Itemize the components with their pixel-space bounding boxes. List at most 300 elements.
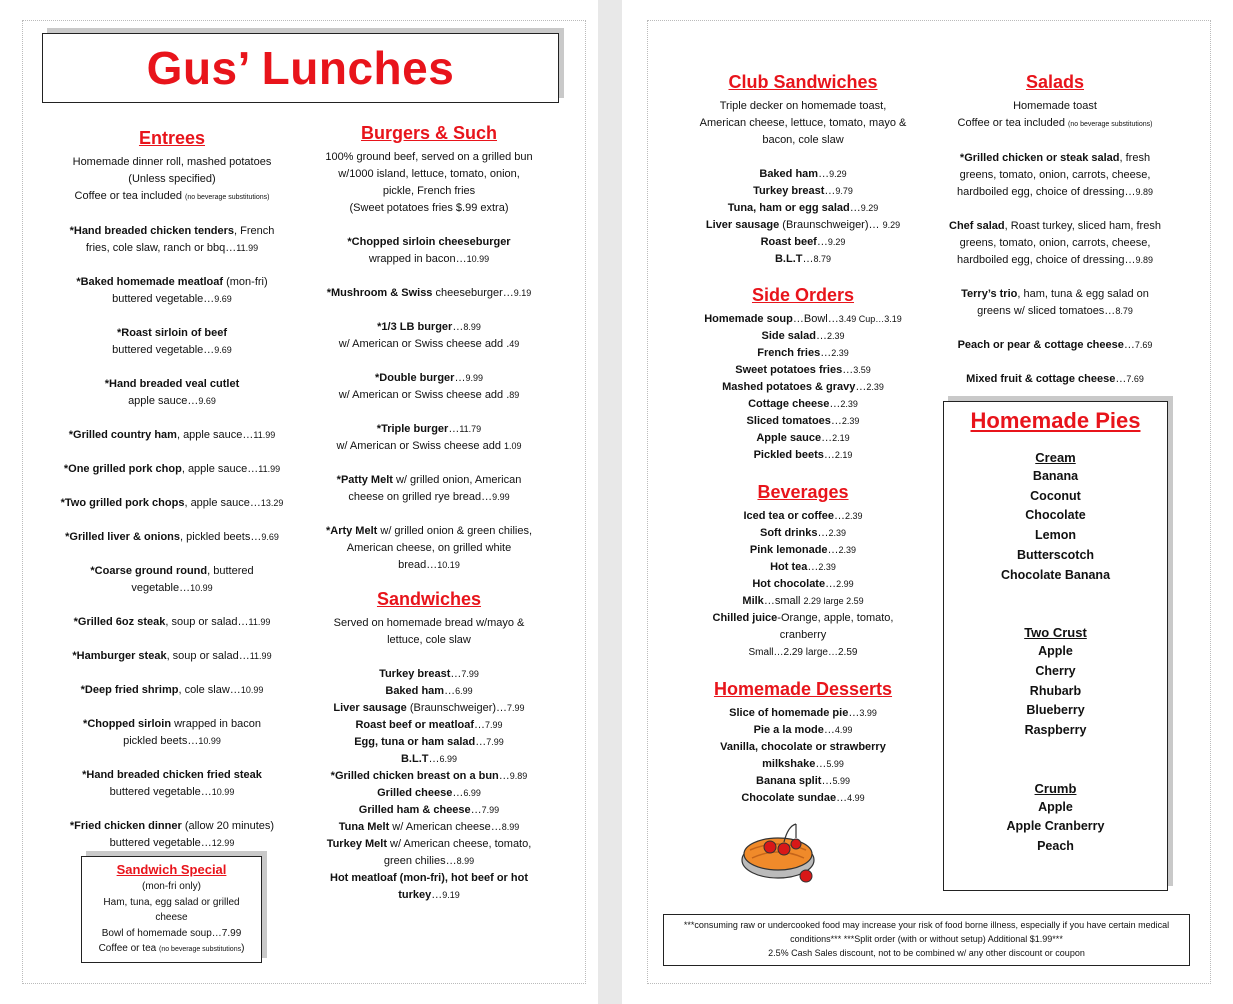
- entree-line: [52, 393, 292, 410]
- beverage-name: Hot chocolate: [752, 578, 826, 590]
- pie-item: Chocolate Banana: [1000, 567, 1111, 582]
- burger-desc: bread…: [398, 559, 438, 571]
- sandwich-item: [314, 734, 544, 751]
- salad-price: 7.69: [1134, 340, 1153, 350]
- entree-desc: wrapped in bacon: [171, 718, 261, 730]
- burger-price: 9.19: [513, 288, 532, 298]
- burger-name: *Arty Melt: [325, 525, 378, 537]
- burger-name: *Triple burger: [376, 423, 449, 435]
- salad-name: *Grilled chicken or steak salad: [959, 152, 1120, 164]
- burgers-section: [314, 121, 544, 574]
- title-box: [42, 33, 559, 103]
- sandwich-desc: …: [475, 736, 487, 748]
- entree-price: 11.99: [258, 464, 281, 474]
- desserts-list: [688, 705, 918, 807]
- beverage-name: Milk: [742, 595, 764, 607]
- entree-item: [52, 818, 292, 835]
- club-item: [688, 251, 918, 268]
- sandwiches-intro-2: lettuce, cole slaw: [387, 634, 471, 646]
- dessert-desc: …: [836, 792, 848, 804]
- salad-line: [940, 184, 1170, 201]
- sandwich-desc: …: [444, 685, 456, 697]
- burger-item: [314, 234, 544, 251]
- dessert-desc: …: [821, 775, 833, 787]
- pie-item: Banana: [1032, 469, 1079, 483]
- club-price: 9.29: [860, 203, 879, 213]
- pie-item: Raspberry: [1024, 723, 1087, 738]
- burger-price: 1.09: [504, 441, 522, 451]
- pie-item: Coconut: [1030, 488, 1081, 503]
- beverages-list: [688, 508, 918, 610]
- beverage-name: Soft drinks: [760, 527, 818, 539]
- side-price: 2.39: [840, 399, 858, 409]
- salad-desc: …: [1123, 339, 1135, 351]
- burger-line: [314, 251, 544, 268]
- desserts-heading: Homemade Desserts: [713, 679, 893, 699]
- salads-section: [940, 70, 1170, 388]
- menu-page-right: [622, 0, 1233, 1004]
- dessert-item: [688, 756, 918, 773]
- entree-name: *Hand breaded veal cutlet: [104, 378, 240, 390]
- sandwich-price: 6.99: [439, 754, 458, 764]
- sandwiches-heading: Sandwiches: [376, 589, 482, 609]
- salad-item: [940, 371, 1170, 388]
- entree-item: [52, 376, 292, 393]
- salads-intro-2: Coffee or tea included: [957, 117, 1069, 129]
- burgers-heading: Burgers & Such: [360, 123, 498, 143]
- sandwich-desc: w/ American cheese, tomato,: [387, 838, 532, 850]
- burgers-intro-4: (Sweet potatoes fries $.99 extra): [349, 202, 509, 214]
- entree-item: [52, 682, 292, 699]
- entree-item: [52, 529, 292, 546]
- side-item: [688, 396, 918, 413]
- sandwich-desc: …: [428, 753, 440, 765]
- entrees-heading: Entrees: [138, 128, 206, 148]
- dessert-name: Slice of homemade pie: [729, 707, 849, 719]
- entrees-intro-note: (no beverage substitutions): [185, 194, 270, 201]
- notice-line-1: ***consuming raw or undercooked food may increase your risk of food borne illness, especially if you have certain medical: [683, 920, 1170, 930]
- entree-line: [52, 835, 292, 852]
- beverage-desc: …: [825, 578, 837, 590]
- sandwich-line: [314, 887, 544, 904]
- side-item: [688, 345, 918, 362]
- sandwich-item: [314, 768, 544, 785]
- beverage-price: 2.39: [828, 528, 846, 538]
- sides-list: [688, 311, 918, 464]
- entree-item: [52, 223, 292, 240]
- burger-desc: wrapped in bacon…: [368, 253, 467, 265]
- side-desc: …: [842, 364, 854, 376]
- side-name: Sliced tomatoes: [746, 415, 831, 427]
- salad-name: Chef salad: [949, 220, 1005, 232]
- side-desc: …: [855, 381, 867, 393]
- dessert-price: 5.99: [832, 776, 850, 786]
- sandwich-desc: …: [474, 719, 486, 731]
- side-item: [688, 430, 918, 447]
- juice-prices: Small…2.29 large…2.59: [748, 647, 858, 658]
- entree-desc: , soup or salad…: [165, 616, 249, 628]
- entree-name: *Baked homemade meatloaf: [76, 276, 224, 288]
- burger-line: [314, 336, 544, 353]
- entree-price: 11.99: [236, 243, 259, 253]
- beverage-price: 2.39: [838, 545, 857, 555]
- club-item: [688, 217, 918, 234]
- beverage-price: 2.39: [818, 562, 836, 572]
- dessert-name: milkshake: [762, 758, 816, 770]
- salad-name: Terry’s trio: [961, 288, 1018, 300]
- burger-desc: cheeseburger…: [432, 287, 514, 299]
- burger-name: *Patty Melt: [336, 474, 393, 486]
- special-note: (no beverage substitutions: [158, 946, 242, 953]
- salads-intro-1: Homemade toast: [1013, 100, 1097, 112]
- club-desc: …: [816, 236, 828, 248]
- dessert-name: Pie a la mode: [753, 724, 824, 736]
- club-desc: …: [849, 202, 861, 214]
- entree-desc: , apple sauce…: [184, 497, 261, 509]
- entree-item: [52, 614, 292, 631]
- entree-name: *Deep fried shrimp: [80, 684, 179, 696]
- sandwich-price: 7.99: [486, 737, 504, 747]
- entree-desc: , pickled beets…: [180, 531, 262, 543]
- salad-name: Peach or pear & cottage cheese: [957, 339, 1124, 351]
- dessert-price: 4.99: [847, 793, 865, 803]
- entree-name: *Grilled liver & onions: [65, 531, 181, 543]
- pie-item: Blueberry: [1026, 703, 1085, 718]
- side-desc: …Bowl…: [792, 313, 839, 325]
- burger-desc: cheese on grilled rye bread…: [348, 491, 493, 503]
- side-desc: …: [830, 415, 842, 427]
- entree-price: 9.69: [214, 345, 232, 355]
- burgers-list: [314, 217, 544, 574]
- side-price: 3.49 Cup…3.19: [838, 314, 902, 324]
- sandwich-item: [314, 836, 544, 853]
- entrees-intro-3: Coffee or tea included: [74, 190, 182, 202]
- burger-price: 9.99: [465, 373, 483, 383]
- burger-price: 9.99: [492, 492, 510, 502]
- entree-line: [52, 580, 292, 597]
- side-desc: …: [829, 398, 841, 410]
- burger-price: 11.79: [459, 424, 482, 434]
- entree-desc: buttered vegetable…: [112, 293, 215, 305]
- juice-desc: -Orange, apple, tomato,: [777, 612, 894, 624]
- side-name: Cottage cheese: [748, 398, 830, 410]
- sandwich-price: 8.99: [456, 856, 475, 866]
- burger-name: *Mushroom & Swiss: [326, 287, 433, 299]
- salad-desc: greens, tomato, onion, carrots, cheese,: [959, 169, 1151, 181]
- burger-desc: w/ American or Swiss cheese add .: [338, 338, 510, 350]
- dessert-desc: …: [815, 758, 827, 770]
- pies-heading: Homemade Pies: [970, 408, 1141, 433]
- club-price: 9.29: [829, 169, 847, 179]
- entrees-intro-2: (Unless specified): [128, 173, 216, 185]
- pie-group-heading: Crumb: [1034, 780, 1077, 796]
- beverages-heading: Beverages: [757, 482, 849, 502]
- side-item: [688, 311, 918, 328]
- sandwich-price: 6.99: [455, 686, 473, 696]
- sandwich-item: [314, 666, 544, 683]
- salad-desc: hardboiled egg, choice of dressing…: [956, 254, 1136, 266]
- special-line-3: cheese: [155, 912, 188, 923]
- burger-desc: w/ grilled onion & green chilies,: [377, 525, 533, 537]
- sandwich-name: Grilled ham & cheese: [358, 804, 471, 816]
- burger-desc: w/ American or Swiss cheese add .: [338, 389, 510, 401]
- club-name: Baked ham: [759, 168, 819, 180]
- food-safety-notice: [663, 914, 1190, 966]
- burgers-intro-1: 100% ground beef, served on a grilled bun: [325, 151, 533, 163]
- side-price: 2.39: [826, 331, 845, 341]
- salad-desc: , ham, tuna & egg salad on: [1017, 288, 1149, 300]
- dessert-item: [688, 722, 918, 739]
- salad-line: [940, 303, 1170, 320]
- dessert-item: [688, 773, 918, 790]
- beverage-item: [688, 525, 918, 542]
- entree-line: [52, 240, 292, 257]
- burger-item: [314, 472, 544, 489]
- pie-item: Apple: [1038, 799, 1073, 814]
- sandwiches-intro-1: Served on homemade bread w/mayo &: [333, 617, 525, 629]
- club-heading: Club Sandwiches: [728, 72, 878, 92]
- special-line-4: Bowl of homemade soup…7.99: [101, 927, 242, 939]
- sandwich-desc: …: [450, 668, 462, 680]
- club-name: Roast beef: [760, 236, 817, 248]
- sandwich-name: B.L.T: [400, 753, 429, 765]
- side-price: 3.59: [853, 365, 871, 375]
- sandwich-item: [314, 700, 544, 717]
- dessert-name: Banana split: [756, 775, 822, 787]
- pie-item: Chocolate: [1025, 508, 1086, 523]
- salads-heading: Salads: [1025, 72, 1085, 92]
- burger-desc: w/ grilled onion, American: [392, 474, 522, 486]
- burger-name: *Double burger: [375, 372, 455, 384]
- burger-item: [314, 319, 544, 336]
- salad-item: [940, 150, 1170, 167]
- menu-page-left: [0, 0, 598, 1004]
- salad-line: [940, 252, 1170, 269]
- sandwich-price: 6.99: [463, 788, 481, 798]
- side-name: Mashed potatoes & gravy: [722, 381, 856, 393]
- entree-item: [52, 325, 292, 342]
- entree-name: *Hand breaded chicken fried steak: [82, 769, 262, 781]
- sandwich-desc: …: [470, 804, 482, 816]
- sandwich-desc: (Braunschweiger)…: [406, 702, 508, 714]
- sandwich-price: 8.99: [501, 822, 520, 832]
- club-item: [688, 200, 918, 217]
- sandwich-desc: green chilies…: [383, 855, 457, 867]
- club-desc: …: [802, 253, 814, 265]
- side-item: [688, 413, 918, 430]
- burgers-intro-2: w/1000 island, lettuce, tomato, onion,: [338, 168, 520, 180]
- entree-name: *Two grilled pork chops: [60, 497, 185, 509]
- side-name: Pickled beets: [753, 449, 824, 461]
- sandwich-price: 7.99: [485, 720, 503, 730]
- burger-desc: American cheese, on grilled white: [346, 542, 512, 554]
- club-price: 8.79: [813, 254, 832, 264]
- sandwich-name: Liver sausage: [333, 702, 407, 714]
- dessert-price: 5.99: [826, 759, 844, 769]
- entree-name: *One grilled pork chop: [63, 463, 182, 475]
- side-desc: …: [820, 347, 832, 359]
- sandwiches-section: [314, 587, 544, 904]
- entree-desc: buttered vegetable…: [109, 786, 212, 798]
- side-item: [688, 379, 918, 396]
- dessert-price: 3.99: [859, 708, 877, 718]
- sandwich-desc: …: [498, 770, 510, 782]
- salad-price: 8.79: [1115, 306, 1133, 316]
- burgers-intro-3: pickle, French fries: [382, 185, 476, 197]
- entree-item: [52, 461, 292, 478]
- burger-line: [314, 438, 544, 455]
- club-list: [688, 166, 918, 268]
- dessert-price: 4.99: [834, 725, 853, 735]
- club-desc: …: [818, 168, 830, 180]
- pie-item: Lemon: [1035, 528, 1076, 543]
- beverages-section: [688, 480, 918, 661]
- club-item: [688, 183, 918, 200]
- burger-desc: w/ American or Swiss cheese add: [336, 440, 504, 452]
- sandwich-price: 9.19: [442, 890, 460, 900]
- sandwich-name: Roast beef or meatloaf: [355, 719, 475, 731]
- entree-desc: pickled beets…: [123, 735, 199, 747]
- sandwich-item: [314, 751, 544, 768]
- entree-desc: , buttered: [207, 565, 254, 577]
- burger-price: 8.99: [463, 322, 481, 332]
- burger-item: [314, 370, 544, 387]
- entree-price: 9.69: [261, 532, 279, 542]
- beverage-name: Pink lemonade: [749, 544, 828, 556]
- entree-desc: , cole slaw…: [178, 684, 241, 696]
- sandwich-price: 7.99: [461, 669, 479, 679]
- club-name: Tuna, ham or egg salad: [727, 202, 850, 214]
- pie-item: Butterscotch: [1016, 547, 1095, 562]
- burger-price: 10.19: [437, 560, 460, 570]
- sandwich-name: Egg, tuna or ham salad: [354, 736, 476, 748]
- burger-price: 49: [509, 339, 520, 349]
- sandwich-name: Grilled cheese: [377, 787, 453, 799]
- salad-desc: , fresh: [1119, 152, 1151, 164]
- entree-price: 10.99: [190, 583, 213, 593]
- pies-list: [944, 436, 1167, 857]
- club-price: 9.79: [835, 186, 853, 196]
- salad-item: [940, 337, 1170, 354]
- side-desc: …: [821, 432, 833, 444]
- special-line-2: Ham, tuna, egg salad or grilled: [103, 896, 240, 908]
- side-desc: …: [815, 330, 827, 342]
- pie-item: Apple Cranberry: [1006, 819, 1105, 834]
- salads-list: [940, 133, 1170, 388]
- desserts-section: [688, 677, 918, 807]
- side-item: [688, 447, 918, 464]
- entree-price: 10.99: [240, 685, 264, 695]
- juice-desc-2: cranberry: [779, 629, 827, 641]
- sandwich-item: [314, 683, 544, 700]
- beverage-name: Iced tea or coffee: [743, 510, 834, 522]
- sandwiches-list: [314, 666, 544, 904]
- sandwich-item: [314, 870, 544, 887]
- juice-name: Chilled juice: [712, 612, 778, 624]
- club-price: 9.29: [882, 220, 901, 230]
- notice-line-3: 2.5% Cash Sales discount, not to be combined w/ any other discount or coupon: [768, 948, 1085, 958]
- side-price: 2.39: [866, 382, 884, 392]
- beverage-item: [688, 593, 918, 610]
- sandwich-desc: w/ American cheese…: [389, 821, 502, 833]
- beverage-desc: …: [827, 544, 839, 556]
- entree-price: 10.99: [198, 736, 221, 746]
- entree-price: 10.99: [211, 787, 235, 797]
- salad-name: Mixed fruit & cottage cheese: [966, 373, 1116, 385]
- entree-item: [52, 648, 292, 665]
- dessert-item: [688, 790, 918, 807]
- entree-desc: , soup or salad…: [166, 650, 250, 662]
- burger-price: 10.99: [466, 254, 490, 264]
- pie-item: Cherry: [1035, 663, 1076, 678]
- entree-name: *Chopped sirloin: [83, 718, 172, 730]
- entree-desc: , apple sauce…: [181, 463, 259, 475]
- side-item: [688, 328, 918, 345]
- club-desc: (Braunschweiger)…: [779, 219, 883, 231]
- burger-line: [314, 540, 544, 557]
- burger-name: *1/3 LB burger: [377, 321, 453, 333]
- burger-price: 89: [509, 390, 520, 400]
- sandwich-desc: …: [452, 787, 464, 799]
- entree-desc: vegetable…: [131, 582, 191, 594]
- entree-desc: apple sauce…: [128, 395, 199, 407]
- entree-price: 9.69: [214, 294, 232, 304]
- sandwich-name: Tuna Melt: [338, 821, 390, 833]
- beverage-item: [688, 576, 918, 593]
- sandwich-item: [314, 819, 544, 836]
- club-item: [688, 166, 918, 183]
- entree-item: [52, 767, 292, 784]
- pie-item: Peach: [1037, 839, 1074, 854]
- burger-line: [314, 557, 544, 574]
- pie-group-heading: Cream: [1035, 450, 1076, 465]
- burger-desc: …: [452, 321, 464, 333]
- entree-item: [52, 274, 292, 291]
- salad-price: 9.89: [1135, 255, 1154, 265]
- beverage-price: 2.39: [844, 511, 863, 521]
- salad-desc: hardboiled egg, choice of dressing…: [956, 186, 1136, 198]
- entree-name: *Grilled 6oz steak: [73, 616, 166, 628]
- notice-line-2: conditions*** ***Split order (with or without setup) Additional $1.99***: [790, 934, 1063, 944]
- entree-line: [52, 733, 292, 750]
- pie-item: Rhubarb: [1029, 683, 1082, 698]
- entree-line: [52, 342, 292, 359]
- entree-name: *Fried chicken dinner: [69, 820, 182, 832]
- side-name: French fries: [757, 347, 821, 359]
- entree-price: 11.99: [253, 430, 276, 440]
- salad-desc: …: [1115, 373, 1127, 385]
- cherry-pie-icon: [740, 820, 816, 886]
- salad-price: 7.69: [1126, 374, 1144, 384]
- entree-desc: buttered vegetable…: [109, 837, 212, 849]
- beverage-desc: …: [833, 510, 845, 522]
- entree-price: 12.99: [211, 838, 235, 848]
- sandwich-dots: …: [431, 889, 443, 901]
- dessert-item: [688, 705, 918, 722]
- salad-desc: , Roast turkey, sliced ham, fresh: [1004, 220, 1161, 232]
- entrees-intro-1: Homemade dinner roll, mashed potatoes: [72, 156, 272, 168]
- side-desc: …: [823, 449, 835, 461]
- club-name: Turkey breast: [753, 185, 825, 197]
- entree-name: *Hamburger steak: [72, 650, 167, 662]
- entree-item: [52, 563, 292, 580]
- sides-heading: Side Orders: [751, 285, 855, 305]
- sandwich-name: Hot meatloaf (mon-fri), hot beef or hot: [330, 872, 528, 884]
- entree-price: 13.29: [260, 498, 284, 508]
- menu-title: Gus’ Lunches: [146, 42, 455, 94]
- side-name: Apple sauce: [756, 432, 822, 444]
- club-item: [688, 234, 918, 251]
